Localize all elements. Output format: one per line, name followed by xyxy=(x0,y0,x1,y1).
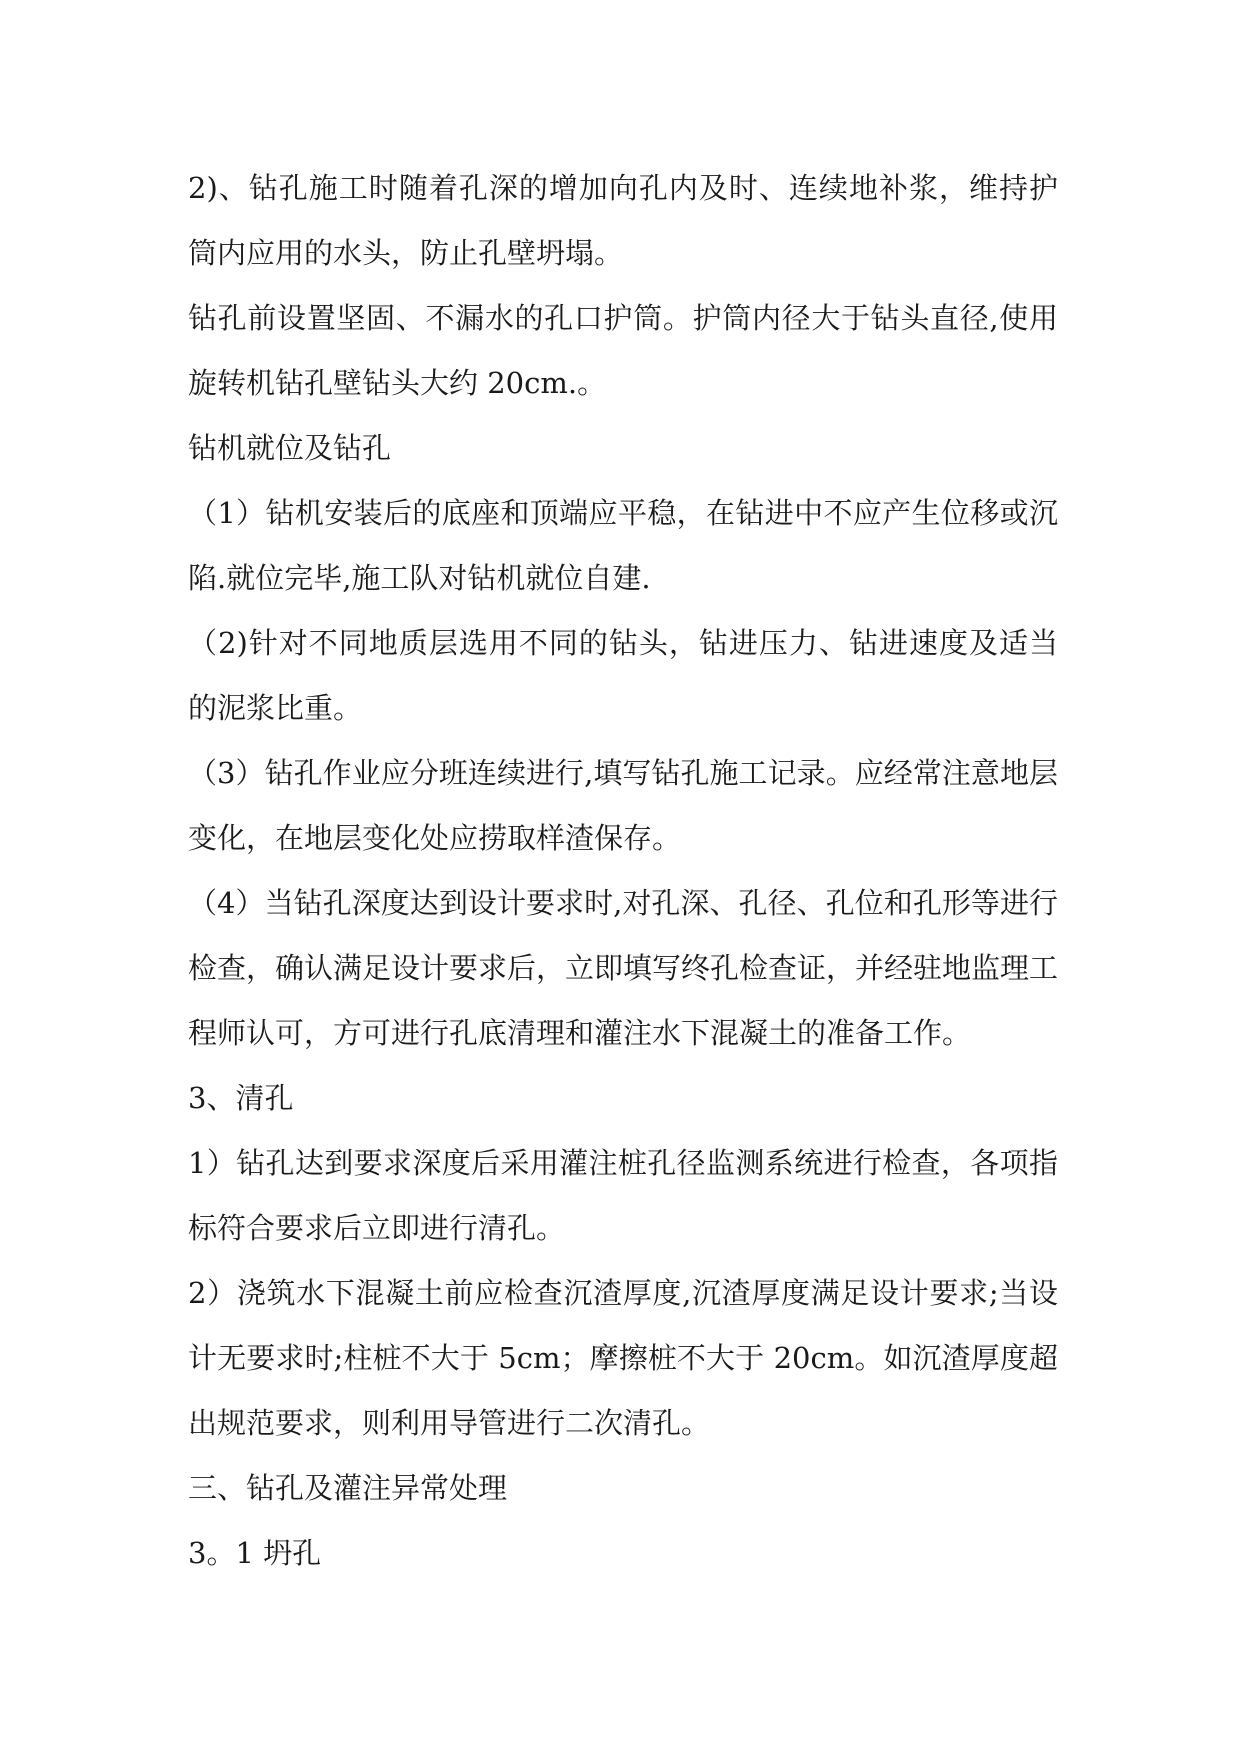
paragraph-sediment-thickness: 2）浇筑水下混凝土前应检查沉渣厚度,沉渣厚度满足设计要求;当设计无要求时;柱桩不大于 5cm；摩擦桩不大于 20cm。如沉渣厚度超出规范要求，则利用导管进行二次清孔。 xyxy=(188,1276,1058,1440)
paragraph-slurry-replenish: 2)、钻孔施工时随着孔深的增加向孔内及时、连续地补浆，维持护筒内应用的水头，防止孔壁坍塌。 xyxy=(188,171,1058,270)
paragraph-rig-install: （1）钻机安装后的底座和顶端应平稳，在钻进中不应产生位移或沉陷.就位完毕,施工队对钻机就位自建. xyxy=(188,496,1058,595)
section-heading-rig-positioning: 钻机就位及钻孔 xyxy=(188,431,392,465)
subsection-heading-collapse: 3。1 坍孔 xyxy=(188,1536,322,1570)
section-heading-abnormal-handling: 三、钻孔及灌注异常处理 xyxy=(188,1471,508,1505)
paragraph-casing: 钻孔前设置坚固、不漏水的孔口护筒。护筒内径大于钻头直径,使用旋转机钻孔壁钻头大约 20cm.。 xyxy=(188,301,1058,400)
document-body xyxy=(188,156,1058,1586)
paragraph-cleaning-check: 1）钻孔达到要求深度后采用灌注桩孔径监测系统进行检查，各项指标符合要求后立即进行清孔。 xyxy=(188,1146,1058,1245)
paragraph-final-inspection: （4）当钻孔深度达到设计要求时,对孔深、孔径、孔位和孔形等进行检查，确认满足设计要求后，立即填写终孔检查证，并经驻地监理工程师认可，方可进行孔底清理和灌注水下混凝土的准备工作。 xyxy=(188,886,1059,1050)
section-heading-hole-cleaning: 3、清孔 xyxy=(188,1081,294,1115)
paragraph-drilling-records: （3）钻孔作业应分班连续进行,填写钻孔施工记录。应经常注意地层变化，在地层变化处应捞取样渣保存。 xyxy=(188,756,1058,855)
paragraph-drill-bits: （2)针对不同地质层选用不同的钻头，钻进压力、钻进速度及适当的泥浆比重。 xyxy=(188,626,1058,725)
